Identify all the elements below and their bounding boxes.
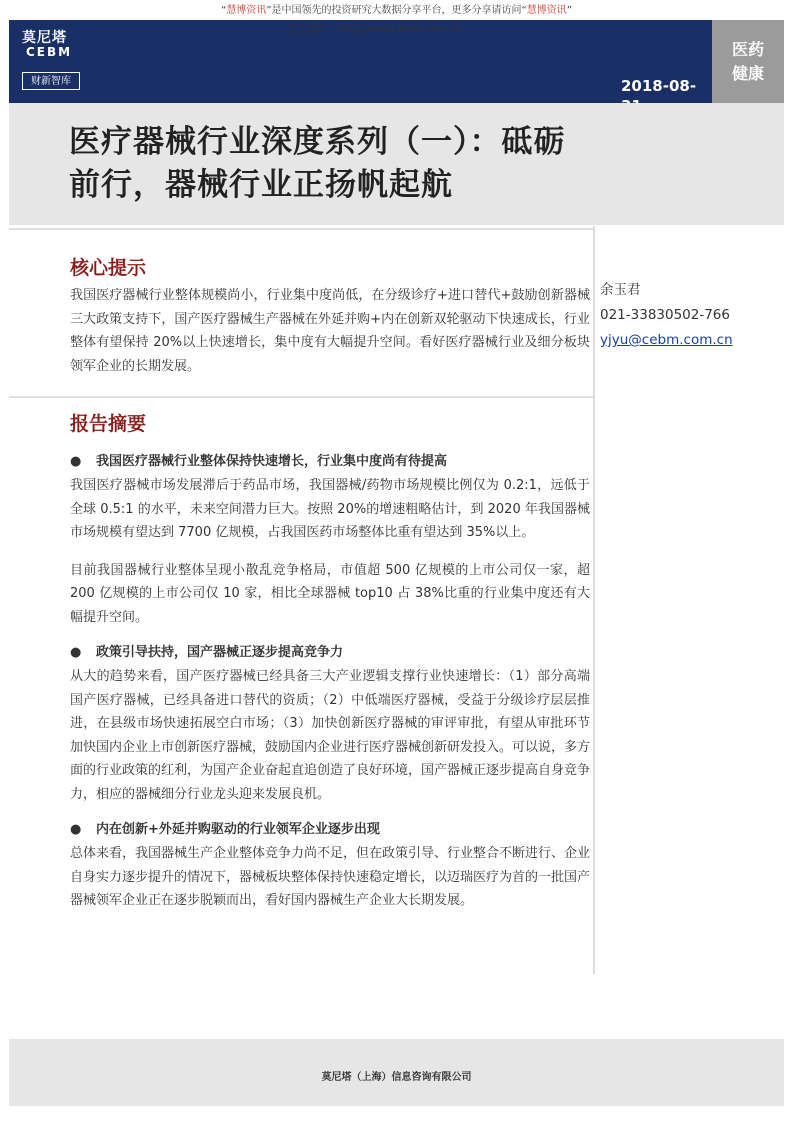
brand-name-2: 慧博资讯 (526, 5, 567, 16)
bullet-3-para-1: 总体来看，我国器械生产企业整体竞争力尚不足，但在政策引导、行业整合不断进行、企业自身实力逐步提升的情况下，器械板块整体保持快速稳定增长，以迈瑞医疗为首的一批国产器械领军企业正在逐步脱颖而出，看好国内器械生产企业大长期发展。 (70, 846, 591, 908)
report-date: 2018-08- (621, 77, 697, 95)
divider-mid (9, 396, 593, 398)
bullet-icon: ● (70, 822, 82, 837)
bullet-1-para-2: 目前我国器械行业整体呈现小散乱竞争格局，市值超 500 亿规模的上市公司仅一家，超 200 亿规模的上市公司仅 10 家，相比全球器械 top10 占 38%比重的行业集中度还有大幅提升空间。 (70, 562, 590, 625)
core-text: 我国医疗器械行业整体规模尚小，行业集中度尚低，在分级诊疗+进口替代+鼓励创新器械三大政策支持下，国产医疗器械生产器械在外延并购+内在创新双轮驱动下快速成长，行业整体有望保持 20%以上快速增长，集中度有大幅提升空间。看好医疗器械行业及细分板块领军企业的长期发展。 (70, 288, 590, 374)
core-section (70, 256, 590, 378)
sector-line2: 健康 (731, 64, 764, 83)
sector-line1: 医药 (731, 40, 764, 59)
bullet-1-title: ● 我国医疗器械行业整体保持快速增长，行业集中度尚有待提高 (70, 452, 590, 472)
logo-sub: 财新智库 (22, 72, 80, 90)
title-line1: 医疗器械行业深度系列（一）：砥砺 (69, 124, 566, 160)
analyst-email[interactable]: yjyu@cebm.com.cn (600, 332, 733, 348)
analyst-phone: 021-33830502-766 (600, 307, 730, 323)
column-divider (593, 226, 595, 974)
bullet-2-para-1: 从大的趋势来看，国产医疗器械已经具备三大产业逻辑支撑行业快速增长：（1）部分高端国产医疗器械，已经具备进口替代的资质；（2）中低端医疗器械，受益于分级诊疗层层推进，在县级市场快速拓展空白市场；（3）加快创新医疗器械的审评审批，有望从审批环节加快国内企业上市创新医疗器械，鼓励国内企业进行医疗器械创新研发投入。可以说，多方面的行业政策的红利，为国产企业奋起直追创造了良好环境，国产器械正逐步提高自身竞争力，相应的器械细分行业龙头迎来发展良机。 (70, 669, 591, 802)
core-heading: 核心提示 (70, 257, 147, 279)
title-band (9, 103, 784, 225)
company-logo (22, 30, 80, 94)
logo-cn: 莫尼塔 (22, 30, 67, 46)
summary-heading: 报告摘要 (70, 413, 147, 435)
footer-company: 莫尼塔（上海）信息咨询有限公司 (321, 1072, 472, 1083)
notice-text: 是中国领先的投资研究大数据分享平台，更多分享请访问“ (271, 5, 527, 16)
watermark-url[interactable]: http://www.hibor.com.cn (339, 24, 462, 35)
top-notice: “慧博资讯”是中国领先的投资研究大数据分享平台，更多分享请访问“慧博资讯” (221, 5, 572, 16)
pointer-hand-icon: ☝ (330, 21, 338, 36)
logo-en: CEBM (26, 45, 73, 59)
sector-tag (712, 20, 784, 103)
bullet-3-title: ● 内在创新+外延并购驱动的行业领军企业逐步出现 (70, 820, 590, 840)
watermark-link[interactable] (288, 22, 462, 37)
report-title (69, 121, 769, 207)
analyst-info (600, 278, 780, 353)
bullet-2-title: ● 政策引导扶持，国产器械正逐步提高竞争力 (70, 643, 590, 663)
analyst-name: 余玉君 (600, 282, 641, 298)
divider-top (9, 228, 593, 230)
watermark-prefix: 点击进入 (288, 24, 328, 35)
bullet-icon: ● (70, 645, 82, 660)
bullet-1-para-1: 我国医疗器械市场发展滞后于药品市场，我国器械/药物市场规模比例仅为 0.2:1，远低于全球 0.5:1 的水平，未来空间潜力巨大。按照 20%的增速粗略估计，到 2020 年我国器械市场规模有望达到 7700 亿规模，占我国医药市场整体比重有望达到 35%以上。 (70, 478, 590, 540)
summary-section (70, 412, 590, 913)
bullet-icon: ● (70, 454, 82, 469)
brand-name: 慧博资讯 (226, 5, 267, 16)
footer-band (9, 1039, 784, 1106)
title-line2: 前行，器械行业正扬帆起航 (69, 167, 453, 203)
